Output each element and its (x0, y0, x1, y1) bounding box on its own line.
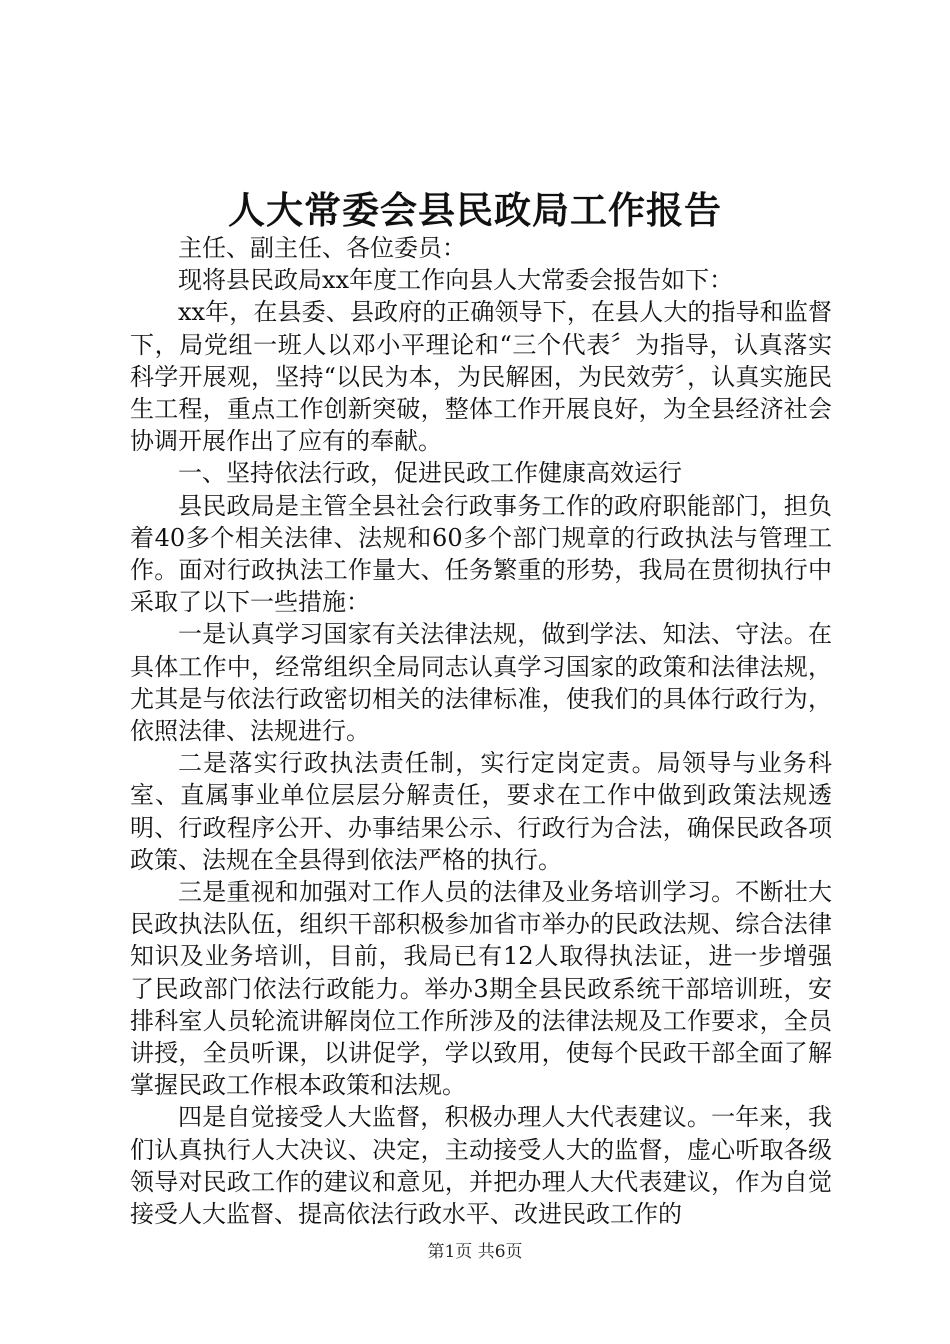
page-number-footer: 第1页 共6页 (427, 1242, 523, 1262)
body-paragraph: 四是自觉接受人大监督，积极办理人大代表建议。一年来，我们认真执行人大决议、决定，主动接受人大的监督，虚心听取各级领导对民政工作的建议和意见，并把办理人大代表建议，作为自觉接受人大监督、提高依法行政水平、改进民政工作的 (130, 1103, 832, 1229)
body-paragraph: 三是重视和加强对工作人员的法律及业务培训学习。不断壮大民政执法队伍，组织干部积极参加省市举办的民政法规、综合法律知识及业务培训，目前，我局已有12人取得执法证，进一步增强了民政部门依法行政能力。举办3期全县民政系统干部培训班，安排科室人员轮流讲解岗位工作所涉及的法律法规及工作要求，全员讲授，全员听课，以讲促学，学以致用，使每个民政干部全面了解掌握民政工作根本政策和法规。 (130, 878, 832, 1100)
document-body (130, 232, 832, 1230)
intro-paragraph: 现将县民政局xx年度工作向县人大常委会报告如下： (178, 266, 734, 295)
summary-paragraph: xx年，在县委、县政府的正确领导下，在县人大的指导和监督下，局党组一班人以邓小平理论和“三个代表〞为指导，认真落实科学开展观，坚持“以民为本，为民解困，为民效劳〞，认真实施民生工程，重点工作创新突破，整体工作开展良好，为全县经济社会协调开展作出了应有的奉献。 (130, 298, 832, 456)
body-paragraph: 一是认真学习国家有关法律法规，做到学法、知法、守法。在具体工作中，经常组织全局同志认真学习国家的政策和法律法规，尤其是与依法行政密切相关的法律标准，使我们的具体行政行为，依照法律、法规进行。 (130, 620, 832, 746)
body-paragraph: 二是落实行政执法责任制，实行定岗定责。局领导与业务科室、直属事业单位层层分解责任，要求在工作中做到政策法规透明、行政程序公开、办事结果公示、行政行为合法，确保民政各项政策、法规在全县得到依法严格的执行。 (130, 749, 832, 874)
section-heading: 一、坚持依法行政，促进民政工作健康高效运行 (178, 459, 682, 488)
body-paragraph: 县民政局是主管全县社会行政事务工作的政府职能部门，担负着40多个相关法律、法规和60多个部门规章的行政执法与管理工作。面对行政执法工作量大、任务繁重的形势，我局在贯彻执行中采取了以下一些措施： (130, 491, 832, 617)
document-title: 人大常委会县民政局工作报告 (228, 188, 722, 232)
salutation-paragraph: 主任、副主任、各位委员： (178, 234, 466, 262)
